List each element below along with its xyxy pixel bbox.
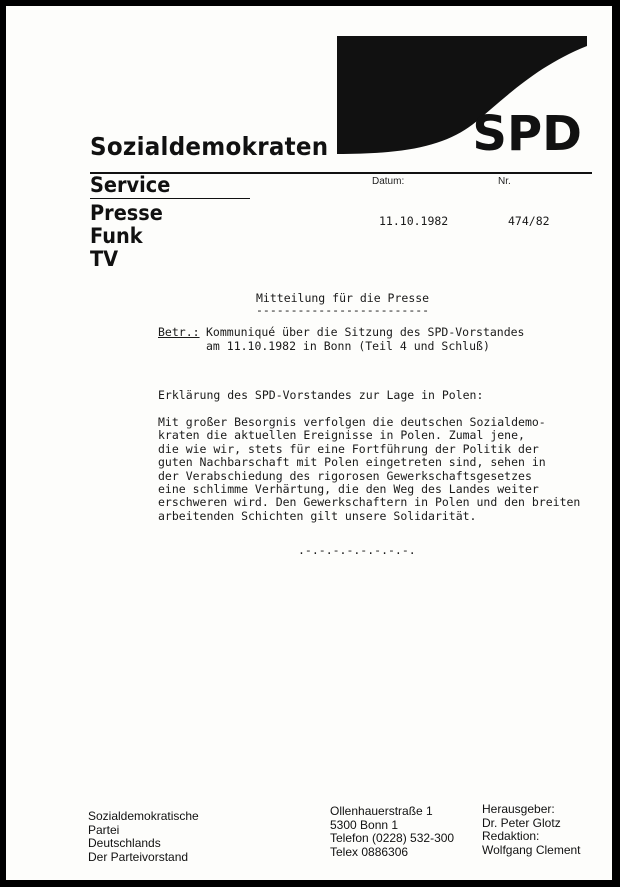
footer-org-line: Sozialdemokratische [88,809,199,823]
spd-logo [337,36,587,161]
rubric-presse: Presse [90,201,163,225]
footer-address-line: Ollenhauerstraße 1 [330,804,433,818]
number-value: 474/82 [508,214,550,228]
subject-line-2: am 11.10.1982 in Bonn (Teil 4 und Schluß) [206,339,490,353]
body-line: arbeitenden Schichten gilt unsere Solidarität. [158,508,477,523]
rubric-service: Service [90,173,171,197]
body-line: Mit großer Besorgnis verfolgen die deutschen Sozialdemo- [158,415,546,429]
footer-address-line: Telex 0886306 [330,844,409,859]
service-rule [90,198,250,199]
footer-publisher [482,803,581,857]
footer-org-line: Der Parteivorstand [88,849,189,864]
sozialdemokraten-wordmark: Sozialdemokraten [90,132,329,161]
document-heading: Mitteilung für die Presse [256,291,430,305]
number-label: Nr. [498,176,511,187]
heading-underline: ------------------------- [256,303,430,317]
footer-org-line: Partei [88,822,120,837]
subject-label: Betr.: [158,325,200,339]
footer-organization [88,810,199,864]
statement-body [158,416,580,523]
press-release-page [6,6,612,880]
date-label: Datum: [372,176,405,187]
end-mark: .-.-.-.-.-.-.-.-. [298,543,416,557]
body-line: die wie wir, stets für eine Fortführung der Politik der [158,441,539,456]
footer-address-line: Telefon (0228) 532-300 [330,831,455,845]
body-line: erschweren wird. Den Gewerkschaftern in Polen und den breiten [158,495,581,510]
footer-org-line: Deutschlands [88,836,161,850]
body-line: der Verabschiedung des rigorosen Gewerkschaftsgesetzes [158,468,532,483]
rubric-tv: TV [90,247,119,271]
subject-line-1: Kommuniqué über die Sitzung des SPD-Vorstandes [206,325,525,339]
footer-address [330,805,454,859]
statement-title: Erklärung des SPD-Vorstandes zur Lage in Polen: [158,388,484,402]
footer-publisher-line: Redaktion: [482,829,540,843]
date-value: 11.10.1982 [379,214,449,228]
footer-publisher-line: Dr. Peter Glotz [482,815,561,830]
footer-publisher-line: Wolfgang Clement [482,842,581,857]
body-line: kraten die aktuellen Ereignisse in Polen. Zumal jene, [158,428,525,443]
footer-address-line: 5300 Bonn 1 [330,817,399,832]
body-line: eine schlimme Verhärtung, die den Weg des Landes weiter [158,482,539,497]
body-line: guten Nachbarschaft mit Polen eingetreten sind, sehen in [158,455,546,470]
spd-logo-text: SPD [472,106,582,161]
footer-publisher-line: Herausgeber: [482,802,555,816]
rubric-funk: Funk [90,224,143,248]
